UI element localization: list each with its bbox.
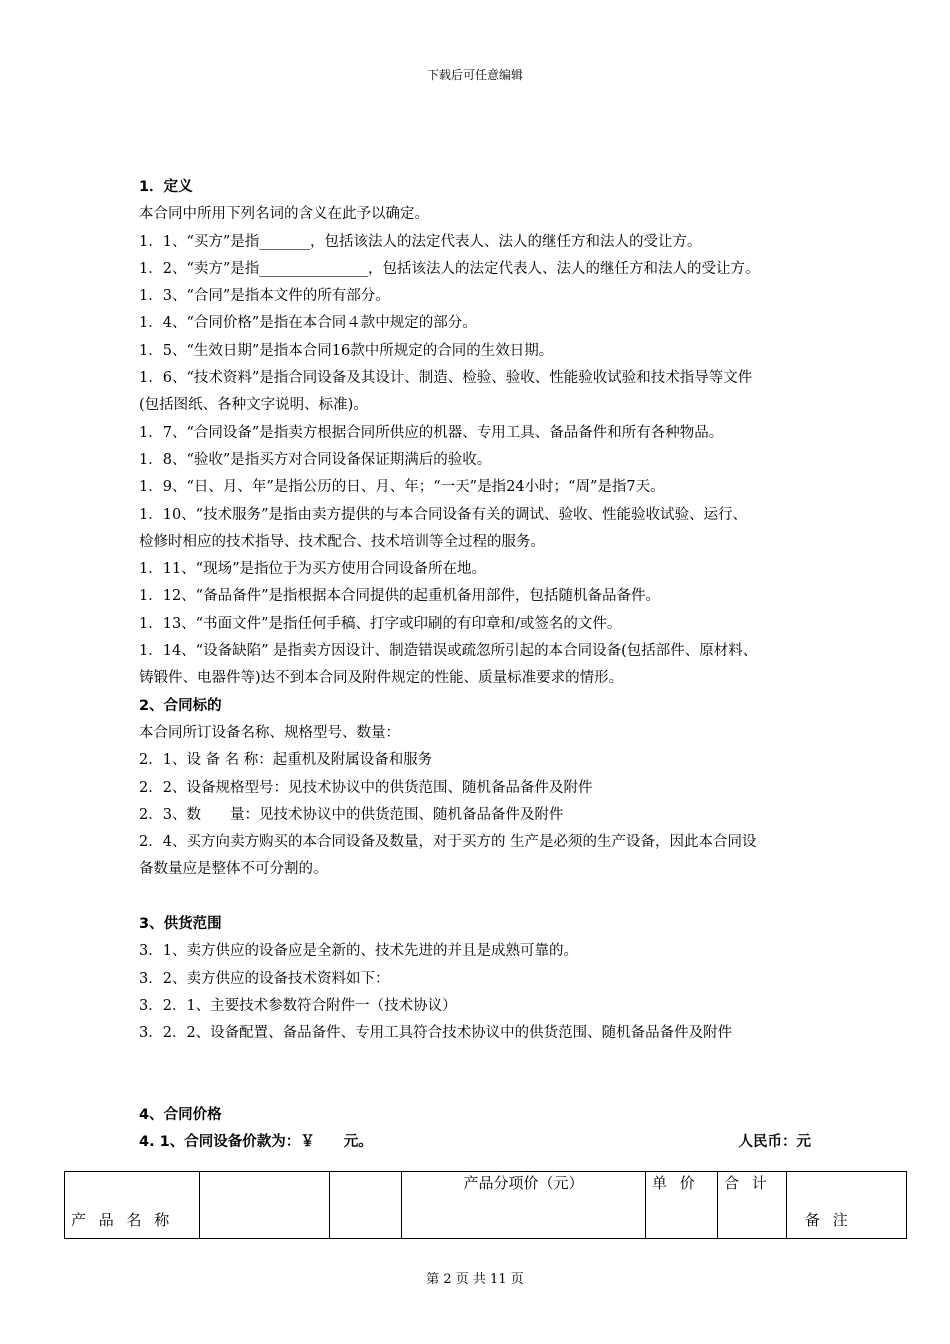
text-line: 3．2．2、设备配置、备品备件、专用工具符合技术协议中的供货范围、随机备品备件及附件 [139, 1025, 733, 1042]
text-line: 2．4、买方向卖方购买的本合同设备及数量，对于买方的 生产是必须的生产设备，因此本合同设 [139, 834, 757, 851]
text-line: 1．6、“技术资料”是指合同设备及其设计、制造、检验、验收、性能验收试验和技术指导等文件 [139, 370, 753, 387]
text-line: 本合同所订设备名称、规格型号、数量： [139, 724, 400, 741]
price-table [64, 1171, 907, 1239]
section-heading: 2、合同标的 [139, 697, 222, 714]
text-line: 1．14、“设备缺陷” 是指卖方因设计、制造错误或疏忽所引起的本合同设备(包括部件、原材料、 [139, 643, 758, 660]
text-line: 铸锻件、电器件等)达不到本合同及附件规定的性能、质量标准要求的情形。 [139, 670, 624, 687]
text-line: 1．8、“验收”是指买方对合同设备保证期满后的验收。 [139, 451, 492, 468]
text-line: 2．3、数 量：见技术协议中的供货范围、随机备品备件及附件 [139, 806, 564, 823]
section-heading: 1．定义 [139, 179, 193, 195]
text-line: 本合同中所用下列名词的含义在此予以确定。 [139, 206, 429, 223]
text-line: 1．7、“合同设备”是指卖方根据合同所供应的机器、专用工具、备品备件和所有各种物品。 [139, 424, 724, 441]
text-line: 3．2．1、主要技术参数符合附件一（技术协议） [139, 997, 457, 1014]
table-cell-remark: 备 注 [787, 1172, 907, 1239]
table-cell-empty-2 [330, 1172, 402, 1239]
text-line: 3．1、卖方供应的设备应是全新的、技术先进的并且是成熟可靠的。 [139, 943, 578, 960]
price-line-right: 人民币：元 [738, 1134, 811, 1151]
text-line: 1．4、“合同价格”是指在本合同４款中规定的部分。 [139, 315, 477, 332]
text-line: 1．10、“技术服务”是指由卖方提供的与本合同设备有关的调试、验收、性能验收试验、运行、 [139, 506, 747, 523]
text-line: 1．11、“现场”是指位于为买方使用合同设备所在地。 [139, 561, 486, 578]
text-line [139, 1048, 879, 1075]
table-cell-total: 合 计 [718, 1172, 787, 1239]
text-line: (包括图纸、各种文字说明、标准)。 [139, 397, 368, 414]
text-line: 2．1、设 备 名 称：起重机及附属设备和服务 [139, 752, 433, 769]
document-body [139, 174, 879, 1157]
text-line [139, 884, 879, 911]
price-line [139, 1129, 811, 1156]
price-line-left: 4. 1、合同设备价款为：￥ 元。 [139, 1134, 373, 1151]
text-line: 1．5、“生效日期”是指本合同16款中所规定的合同的生效日期。 [139, 342, 554, 359]
text-line: 1．12、“备品备件”是指根据本合同提供的起重机备用部件，包括随机备品备件。 [139, 588, 660, 605]
table-cell-sub-price: 产品分项价（元） [402, 1172, 646, 1239]
text-line: 3．2、卖方供应的设备技术资料如下： [139, 970, 390, 987]
page-footer: 第 2 页 共 11 页 [426, 1272, 524, 1287]
table-cell-unit-price: 单 价 [646, 1172, 718, 1239]
text-line: 1．9、“日、月、年”是指公历的日、月、年；“一天”是指24小时；“周”是指7天。 [139, 479, 665, 496]
section-heading: 3、供货范围 [139, 916, 222, 933]
text-line: 1．2、“卖方”是指_______________，包括该法人的法定代表人、法人的继任方和法人的受让方。 [139, 260, 760, 277]
table-cell-empty-1 [200, 1172, 330, 1239]
table-cell-product-name: 产 品 名 称 [65, 1172, 200, 1239]
text-line: 备数量应是整体不可分割的。 [139, 861, 328, 878]
text-line: 1．13、“书面文件”是指任何手稿、打字或印刷的有印章和/或签名的文件。 [139, 615, 622, 632]
text-line: 检修时相应的技术指导、技术配合、技术培训等全过程的服务。 [139, 533, 545, 550]
page-header: 下载后可任意编辑 [426, 68, 523, 82]
text-line [139, 1075, 879, 1102]
text-line: 1．3、“合同”是指本文件的所有部分。 [139, 288, 390, 305]
section-heading: 4、合同价格 [139, 1107, 222, 1124]
text-line: 1．1、“买方”是指_______，包括该法人的法定代表人、法人的继任方和法人的受让方。 [139, 233, 702, 250]
text-line: 2．2、设备规格型号：见技术协议中的供货范围、随机备品备件及附件 [139, 779, 593, 796]
